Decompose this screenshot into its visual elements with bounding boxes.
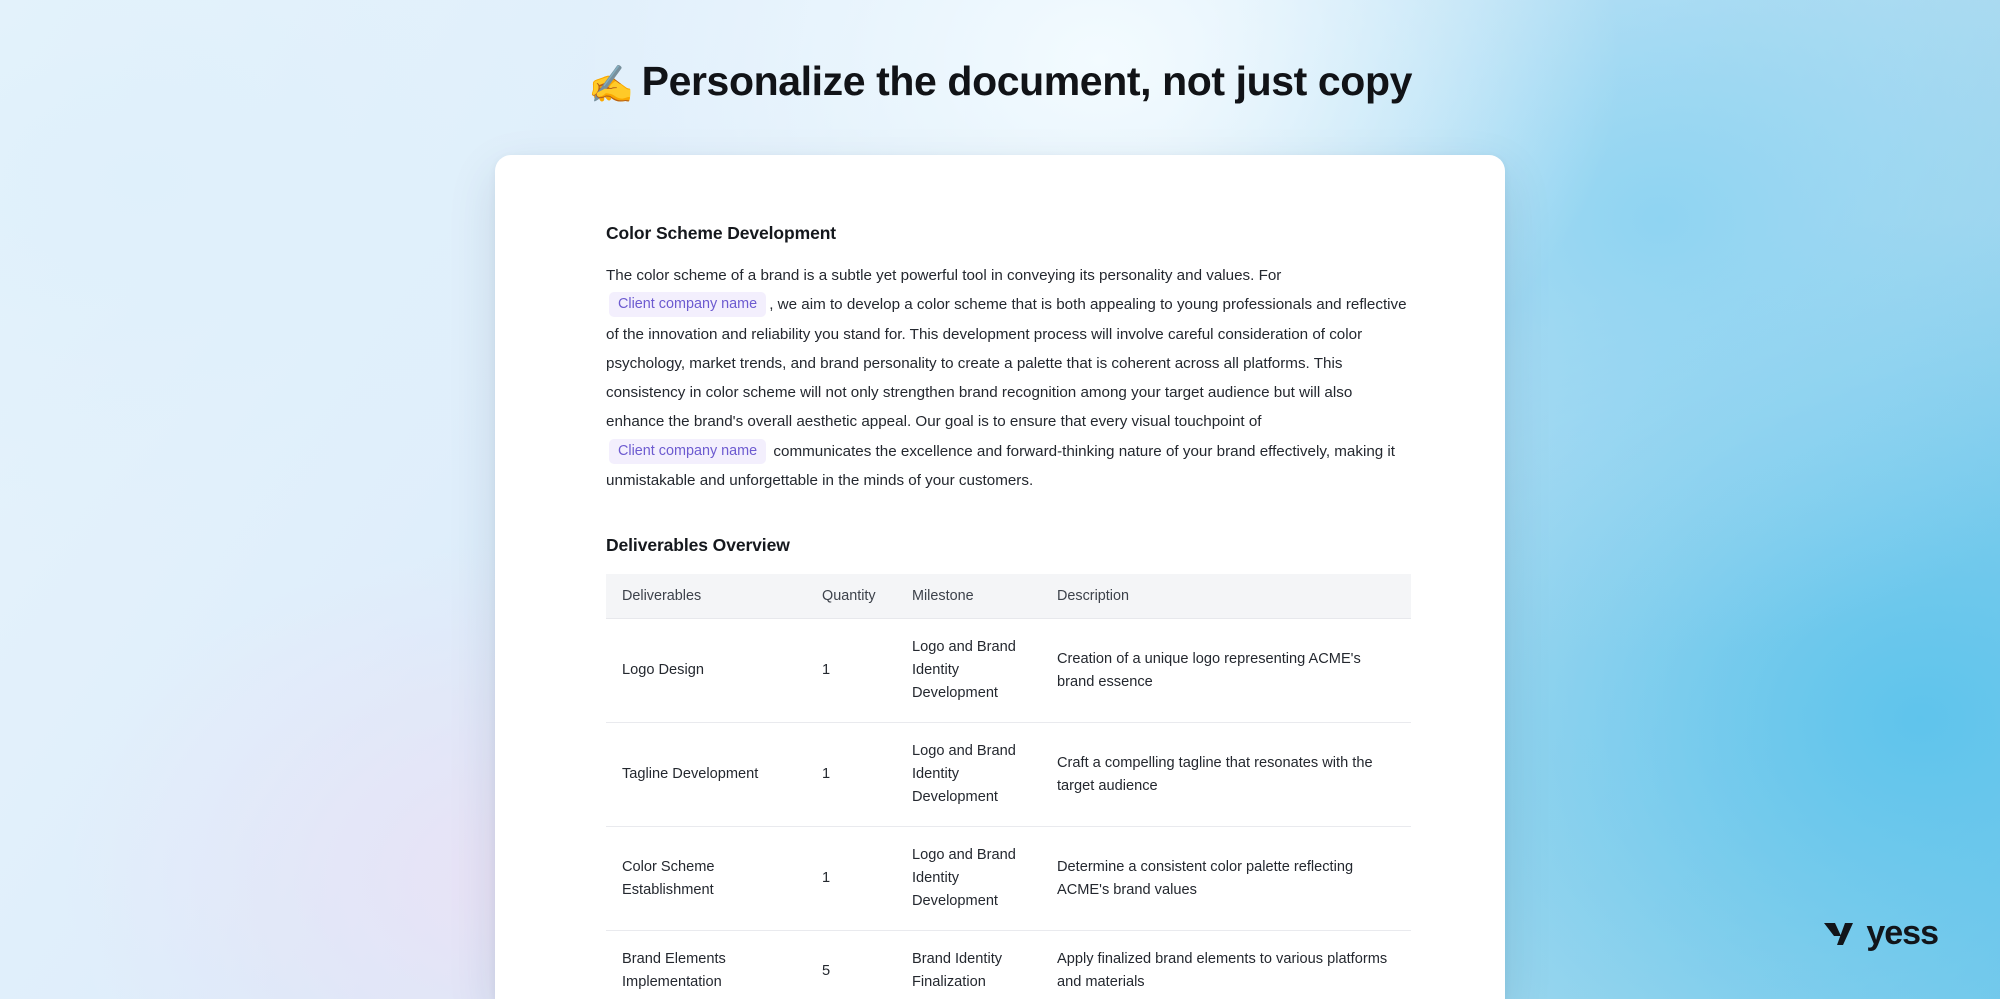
section-heading-deliverables: Deliverables Overview xyxy=(606,535,790,556)
deliverables-table xyxy=(606,574,1411,999)
page-title-text: Personalize the document, not just copy xyxy=(641,58,1413,104)
column-header-deliverables: Deliverables xyxy=(606,574,806,619)
cell-quantity: 1 xyxy=(806,723,896,827)
table-row xyxy=(606,619,1411,723)
column-header-quantity: Quantity xyxy=(806,574,896,619)
document-preview-card[interactable] xyxy=(495,155,1505,999)
section-spacer xyxy=(606,495,1411,535)
page-title xyxy=(0,58,2000,107)
cell-quantity: 1 xyxy=(806,619,896,723)
cell-description: Apply finalized brand elements to various platforms and materials xyxy=(1041,931,1411,999)
brand-wordmark: yess xyxy=(1866,914,1938,952)
cell-quantity: 1 xyxy=(806,827,896,931)
brand-logo xyxy=(1820,915,1938,951)
yess-checkmark-icon xyxy=(1820,915,1856,951)
cell-deliverable: Tagline Development xyxy=(606,723,806,827)
table-header-row xyxy=(606,574,1411,619)
cell-description: Creation of a unique logo representing ACME's brand essence xyxy=(1041,619,1411,723)
cell-milestone: Logo and Brand Identity Development xyxy=(896,827,1041,931)
table-row xyxy=(606,827,1411,931)
cell-milestone: Logo and Brand Identity Development xyxy=(896,619,1041,723)
table-row xyxy=(606,931,1411,999)
cell-deliverable: Color Scheme Establishment xyxy=(606,827,806,931)
paragraph-text-part-1: The color scheme of a brand is a subtle yet powerful tool in conveying its personality and values. For xyxy=(606,267,1282,284)
cell-deliverable: Brand Elements Implementation xyxy=(606,931,806,999)
cell-description: Determine a consistent color palette reflecting ACME's brand values xyxy=(1041,827,1411,931)
cell-milestone: Brand Identity Finalization xyxy=(896,931,1041,999)
cell-quantity: 5 xyxy=(806,931,896,999)
variable-chip-client-company-name-2[interactable]: Client company name xyxy=(609,439,766,464)
table-row xyxy=(606,723,1411,827)
section-heading-color-scheme: Color Scheme Development xyxy=(606,223,837,243)
cell-milestone: Logo and Brand Identity Development xyxy=(896,723,1041,827)
writing-hand-icon: ✍️ xyxy=(587,64,634,105)
document-content xyxy=(495,155,1505,999)
paragraph-text-part-3: communicates the excellence and forward-thinking nature of your brand effectively, making it unmistakable and unforgettable in the minds of your customers. xyxy=(606,442,1396,490)
cell-deliverable: Logo Design xyxy=(606,619,806,723)
variable-chip-client-company-name-1[interactable]: Client company name xyxy=(609,292,766,317)
deliverables-table-head xyxy=(606,574,1411,619)
paragraph-text-part-2: , we aim to develop a color scheme that is both appealing to young professionals and reflective of the innovation and reliability you stand for. This development process will involve careful consideration of color psychology, market trends, and brand personality to create a palette that is coherent across all platforms. This consistency in color scheme will not only strengthen brand recognition among your target audience but will also enhance the brand's overall aesthetic appeal. Our goal is to ensure that every visual touchpoint of xyxy=(606,296,1407,431)
section-paragraph-color-scheme xyxy=(606,261,1411,495)
deliverables-table-body xyxy=(606,619,1411,999)
column-header-description: Description xyxy=(1041,574,1411,619)
cell-description: Craft a compelling tagline that resonates with the target audience xyxy=(1041,723,1411,827)
column-header-milestone: Milestone xyxy=(896,574,1041,619)
